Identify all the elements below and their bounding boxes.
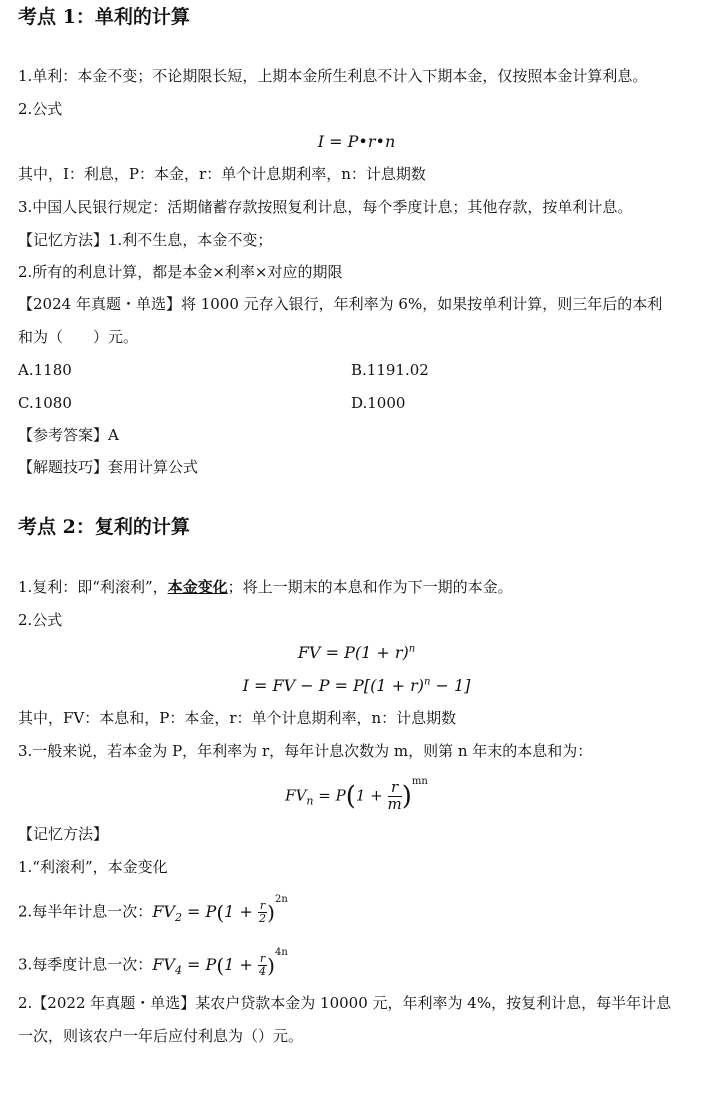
memory-method-1: 【记忆方法】1.利不生息，本金不变； — [18, 231, 273, 249]
memory-method-title: 【记忆方法】 — [18, 825, 109, 843]
compound-interest-definition — [18, 577, 513, 597]
compound-formula-fv: FV = $P(1 + r)^n$ — [297, 643, 416, 662]
section2-title: 考点 2：复利的计算 — [18, 516, 190, 538]
general-case-text: 3.一般来说，若本金为 P，年利率为 r，每年计息次数为 m，则第 n 年末的本息和为： — [18, 742, 593, 760]
memory-item-1: 1.“利滚利”，本金变化 — [18, 858, 168, 876]
compound-def-suffix: ；将上一期末的本息和作为下一期的本金。 — [227, 578, 513, 596]
memory-item-semiannual: 2.每半年计息一次：$FV_2 = P(1$ + $\frac{r}{2}$ )$^{2n}$ — [18, 894, 288, 925]
fraction-r-over-4: $\frac{r}{4}$ — [259, 952, 267, 978]
general-compound-formula: $FV_n = P(1$ + $\frac{r}{m}$ )$^{mn}$ — [285, 776, 428, 813]
question1-line2: 和为（ ）元。 — [18, 328, 139, 346]
option-b: B.1191.02 — [351, 361, 429, 379]
simple-interest-formula: I = P•r•n — [317, 132, 396, 151]
option-d: D.1000 — [351, 394, 406, 412]
option-c: C.1080 — [18, 394, 72, 412]
section1-title: 考点 1：单利的计算 — [18, 6, 190, 28]
formula-legend: 其中，I：利息，P：本金，r：单个计息期利率，n：计息期数 — [18, 165, 426, 183]
option-a: A.1180 — [18, 361, 72, 379]
question1-line1: 【2024 年真题・单选】将 1000 元存入银行，年利率为 6%，如果按单利计算，则三年后的本利 — [18, 295, 663, 313]
compound-def-prefix: 1.复利：即“利滚利”， — [18, 578, 168, 596]
fraction-r-over-m: $\frac{r}{m}$ — [387, 778, 402, 813]
compound-legend: 其中，FV：本息和，P：本金，r：单个计息期利率，n：计息期数 — [18, 709, 457, 727]
answer: 【参考答案】A — [18, 426, 119, 444]
solution-tip: 【解题技巧】套用计算公式 — [18, 458, 199, 476]
principal-changes-emphasis: 本金变化 — [167, 578, 228, 596]
simple-interest-definition: 1.单利：本金不变；不论期限长短，上期本金所生利息不计入下期本金，仅按照本金计算利息。 — [18, 67, 648, 85]
memory-method-2: 2.所有的利息计算，都是本金×利率×对应的期限 — [18, 263, 343, 281]
formula-heading: 2.公式 — [18, 100, 63, 118]
formula-heading-2: 2.公式 — [18, 611, 63, 629]
question2-line1: 2.【2022 年真题・单选】某农户贷款本金为 10000 元，年利率为 4%，按复利计息，每半年计息 — [18, 994, 672, 1012]
fraction-r-over-2: $\frac{r}{2}$ — [259, 899, 267, 925]
memory-item-quarterly: 3.每季度计息一次：$FV_4 = P(1$ + $\frac{r}{4}$ )$^{4n}$ — [18, 947, 288, 978]
pboc-rule: 3.中国人民银行规定：活期储蓄存款按照复利计息，每个季度计息；其他存款，按单利计息。 — [18, 198, 633, 216]
compound-formula-interest: I = FV − $P = P[(1 + r)^n - 1]$ — [242, 676, 471, 695]
question2-line2: 一次，则该农户一年后应付利息为（）元。 — [18, 1027, 304, 1045]
